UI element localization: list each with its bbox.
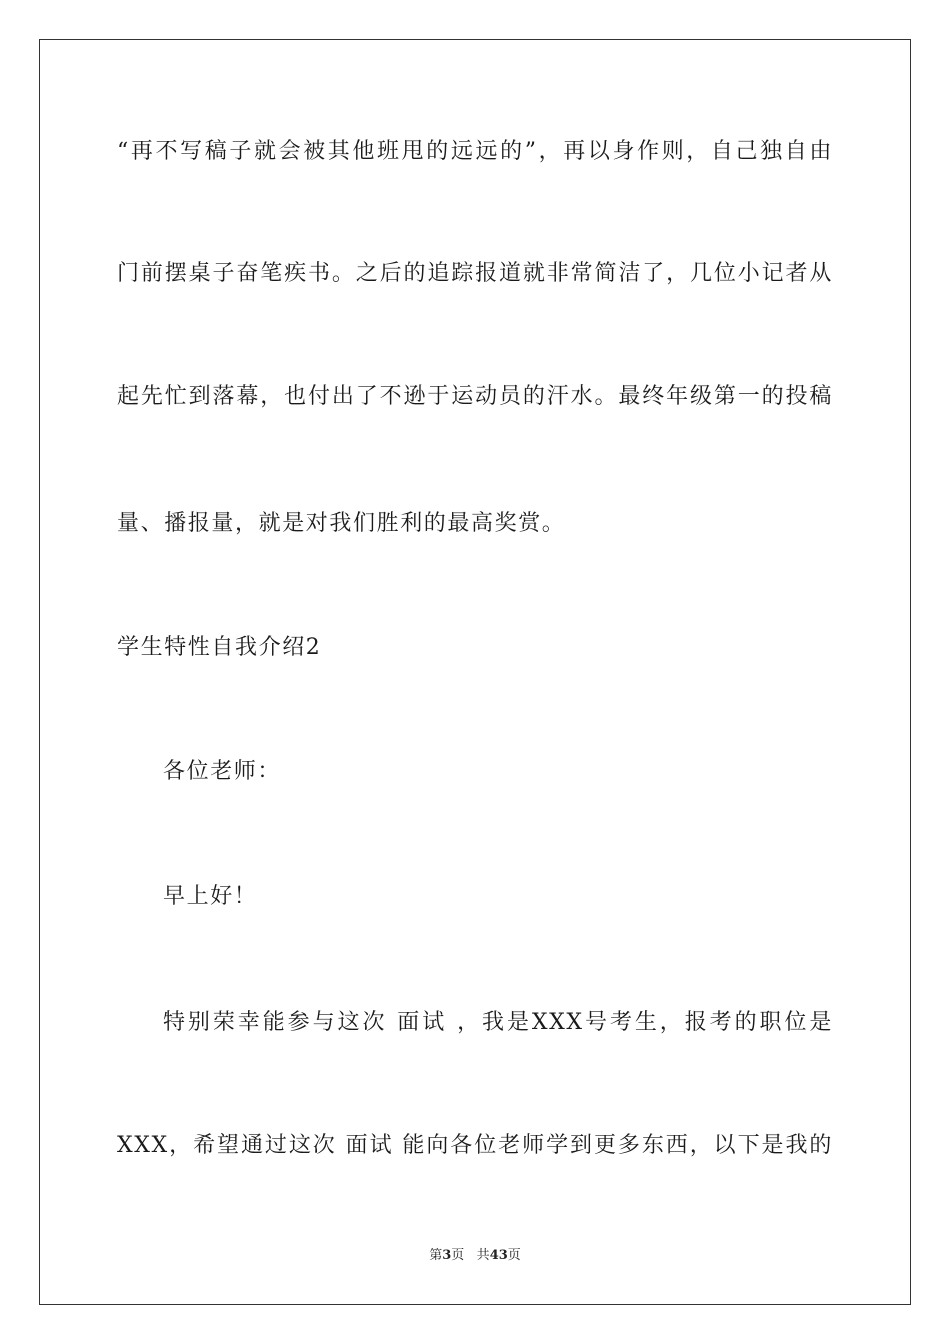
section-heading: 学生特性自我介绍2 — [117, 635, 322, 660]
salutation: 各位老师： — [163, 759, 282, 784]
page-prefix: 第 — [429, 1248, 443, 1263]
greeting: 早上好！ — [163, 884, 258, 909]
page-suffix: 页 — [451, 1248, 465, 1263]
body-line-2: 门前摆桌子奋笔疾书。之后的追踪报道就非常简洁了，几位小记者从 — [117, 261, 833, 286]
page-footer — [0, 1247, 950, 1265]
body-line-3: 起先忙到落幕，也付出了不逊于运动员的汗水。最终年级第一的投稿 — [117, 384, 833, 409]
page-frame — [39, 39, 911, 1305]
body-line-5: 特别荣幸能参与这次 面试 ，我是XXX号考生，报考的职位是 — [163, 1010, 833, 1035]
page-total: 43 — [489, 1248, 508, 1263]
total-prefix: 共 — [476, 1248, 490, 1263]
body-line-4: 量、播报量，就是对我们胜利的最高奖赏。 — [117, 511, 566, 536]
body-line-1: “再不写稿子就会被其他班甩的远远的”，再以身作则，自己独自由 — [117, 139, 833, 164]
page-current: 3 — [442, 1248, 452, 1263]
body-line-6: XXX，希望通过这次 面试 能向各位老师学到更多东西，以下是我的 — [117, 1133, 833, 1158]
total-suffix: 页 — [507, 1248, 521, 1263]
